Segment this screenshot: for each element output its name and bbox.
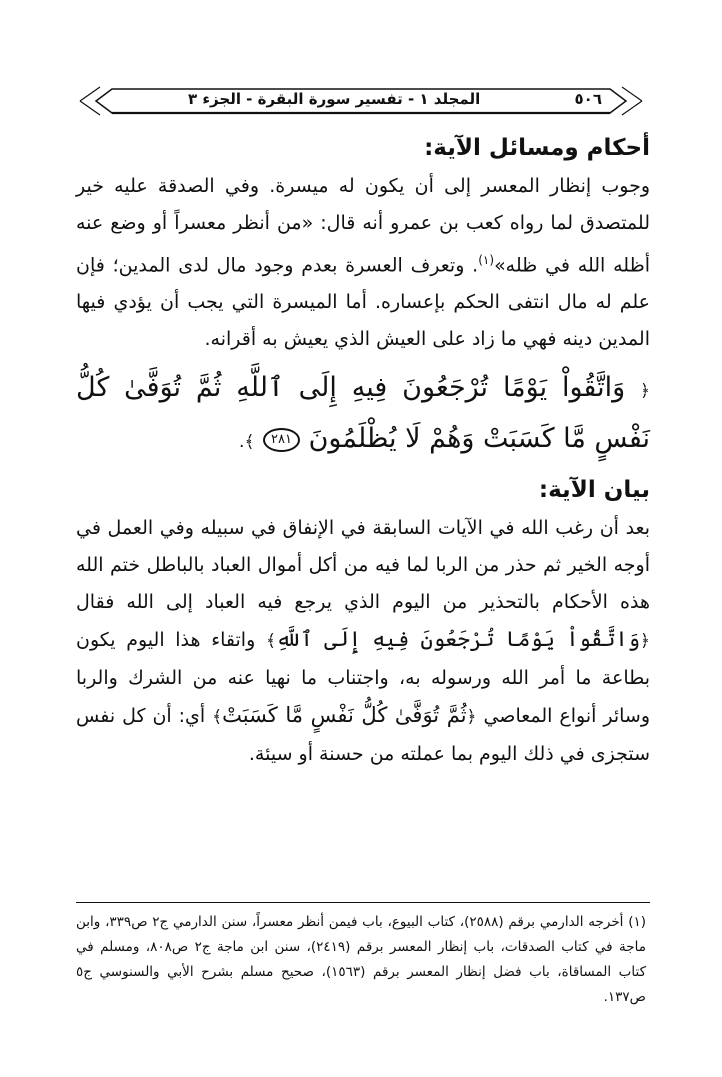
page-number: ٥٠٦ [574, 90, 602, 108]
ornament-close-icon: ﴾. [239, 432, 255, 453]
running-title: المجلد ١ - تفسير سورة البقرة - الجزء ٣ [188, 90, 481, 108]
verse-text: وَاتَّقُواْ يَوْمًا تُرْجَعُونَ فِيهِ إِلَى ٱللَّهِ ثُمَّ تُوَفَّىٰ كُلُّ نَفْسٍ مَّا كَسَبَتْ وَهُمْ لَا يُظْلَمُونَ [76, 372, 650, 455]
footnote-ref: (١) [478, 253, 495, 267]
rulings-paragraph [76, 168, 650, 358]
page-header [78, 84, 644, 118]
footnote-number: (١) [628, 914, 647, 930]
explanation-paragraph [76, 510, 650, 773]
footnote [76, 910, 646, 1010]
quote-2: ثُمَّ تُوَفَّىٰ كُلُّ نَفْسٍ مَّا كَسَبَتْ [222, 703, 467, 728]
section-heading-explanation: بيان الآية: [538, 477, 650, 504]
ornament-open-icon: ﴿ [640, 381, 650, 402]
section-heading-rulings: أحكام ومسائل الآية: [424, 135, 650, 161]
explanation-text-2: واتقاء هذا اليوم يكون بطاعة ما أمر الله ورسوله به، واجتناب ما نهيا عنه من الشرك والربا وسائر أنواع المعاصي [76, 629, 650, 728]
rulings-text-a: وجوب إنظار المعسر إلى أن يكون له ميسرة. وفي الصدقة عليه خير للمتصدق لما رواه كعب بن عمرو أنه قال: «من أنظر معسراً أو وضع عنه أظله الله في ظله» [76, 175, 650, 277]
quote-1: وَاتَّقُواْ يَوْمًا تُرْجَعُونَ فِيهِ إِلَى ٱللَّهِ [275, 627, 641, 652]
ornament-open-icon: ﴿ [466, 707, 477, 728]
footnote-separator [76, 902, 650, 903]
rulings-text-b: . وتعرف العسرة بعدم وجود مال لدى المدين؛ فإن علم له مال انتفى الحكم بإعساره. أما الميسرة التي يجب أن يؤدي فيها المدين دينه فهي ما زاد على العيش الذي يعيش به أقرانه. [76, 254, 650, 351]
quran-verse [76, 364, 650, 466]
footnote-text: أخرجه الدارمي برقم (٢٥٨٨)، كتاب البيوع، باب فيمن أنظر معسراً، سنن الدارمي ج٢ ص٣٣٩، وابن ماجة في كتاب الصدقات، باب إنظار المعسر برقم (٢٤١٩)، سنن ابن ماجة ج٢ ص٨٠٨، ومسلم في كتاب المساقاة، باب فضل إنظار المعسر برقم (١٥٦٣)، صحيح مسلم بشرح الأبي والسنوسي ج٥ ص١٣٧. [76, 914, 646, 1005]
explanation-text-3: أي: أن كل نفس ستجزى في ذلك اليوم بما عملته من حسنة أو سيئة. [76, 705, 650, 766]
ornament-close-icon: ﴾ [265, 631, 276, 652]
page-content [76, 128, 650, 773]
ornament-close-icon: ﴾ [212, 707, 223, 728]
explanation-text-1: بعد أن رغب الله في الآيات السابقة في الإنفاق في سبيله وفي العمل في أوجه الخير ثم حذر من الربا لما فيه من أكل أموال العباد بالباطل ختم الله هذه الأحكام بالتحذير من اليوم الذي يرجع فيه العباد إلى الله فقال [76, 517, 650, 614]
ayah-number-badge: ٢٨١ [263, 428, 300, 452]
ornament-open-icon: ﴿ [640, 631, 651, 652]
